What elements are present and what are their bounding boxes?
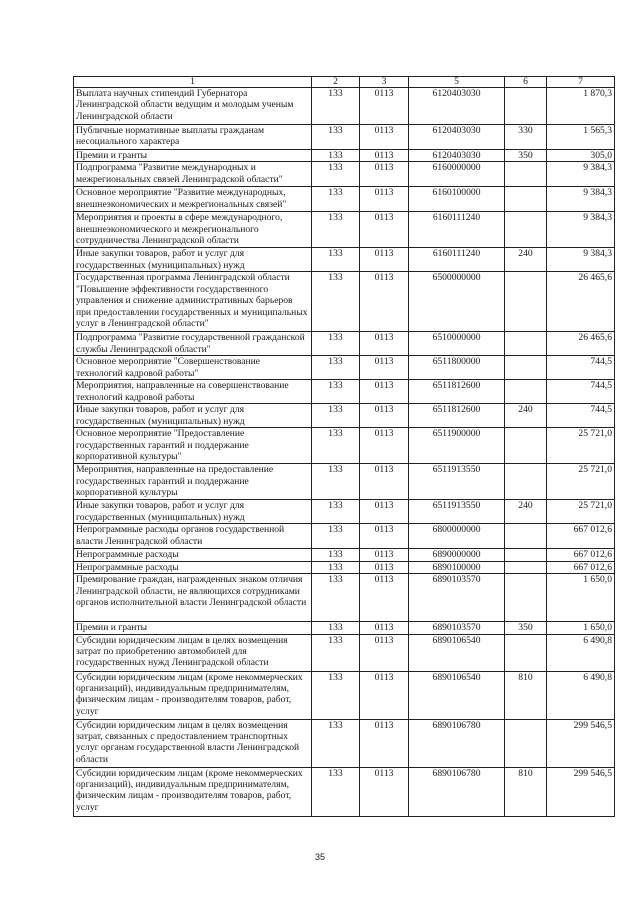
row-admin-code-cell: 133 <box>312 524 360 549</box>
row-name-cell: Иные закупки товаров, работ и услуг для государственных (муниципальных) нужд <box>74 248 312 272</box>
row-name-cell: Мероприятия, направленные на предоставление государственных гарантий и поддержание корпоративной культуры <box>74 464 312 500</box>
row-target-article-cell: 6511913550 <box>409 500 505 524</box>
row-admin-code-cell: 133 <box>312 125 360 150</box>
table-row <box>74 574 615 622</box>
row-expense-type-cell <box>505 574 547 622</box>
row-section-cell: 0113 <box>360 380 409 404</box>
row-section-cell: 0113 <box>360 88 409 125</box>
row-expense-type-cell: 810 <box>505 767 547 816</box>
row-name-cell: Подпрограмма "Развитие международных и межрегиональных связей Ленинградской области" <box>74 162 312 187</box>
row-name-cell: Публичные нормативные выплаты гражданам несоциального характера <box>74 125 312 150</box>
row-admin-code-cell: 133 <box>312 88 360 125</box>
row-expense-type-cell: 350 <box>505 622 547 634</box>
row-section-cell: 0113 <box>360 622 409 634</box>
row-name-cell: Субсидии юридическим лицам в целях возмещения затрат по приобретению автомобилей для государственных нужд Ленинградской области <box>74 634 312 671</box>
row-admin-code-cell: 133 <box>312 574 360 622</box>
row-target-article-cell: 6800000000 <box>409 524 505 549</box>
row-amount-cell: 667 012,6 <box>547 561 615 573</box>
row-name-cell: Субсидии юридическим лицам в целях возмещения затрат, связанных с предоставлением транспортных услуг органам государственной власти Ленинградской области <box>74 719 312 767</box>
row-expense-type-cell <box>505 88 547 125</box>
row-target-article-cell: 6890106780 <box>409 767 505 816</box>
row-section-cell: 0113 <box>360 524 409 549</box>
table-row <box>74 380 615 404</box>
row-section-cell: 0113 <box>360 212 409 248</box>
row-target-article-cell: 6890106780 <box>409 719 505 767</box>
row-section-cell: 0113 <box>360 719 409 767</box>
row-amount-cell: 305,0 <box>547 150 615 162</box>
row-expense-type-cell: 330 <box>505 125 547 150</box>
table-row <box>74 561 615 573</box>
row-target-article-cell: 6160111240 <box>409 248 505 272</box>
row-amount-cell: 25 721,0 <box>547 464 615 500</box>
row-name-cell: Премии и гранты <box>74 150 312 162</box>
row-amount-cell: 1 870,3 <box>547 88 615 125</box>
table-header-row <box>74 77 615 88</box>
row-name-cell: Основное мероприятие "Предоставление государственных гарантий и поддержание корпоративной культуры" <box>74 428 312 464</box>
row-target-article-cell: 6511900000 <box>409 428 505 464</box>
row-expense-type-cell <box>505 356 547 380</box>
row-expense-type-cell <box>505 561 547 573</box>
row-name-cell: Субсидии юридическим лицам (кроме некоммерческих организаций), индивидуальным предпринимателям, физическим лицам - производителям товаров, работ, услуг <box>74 767 312 816</box>
row-admin-code-cell: 133 <box>312 187 360 212</box>
row-target-article-cell: 6160100000 <box>409 187 505 212</box>
row-expense-type-cell <box>505 332 547 356</box>
row-amount-cell: 9 384,3 <box>547 187 615 212</box>
row-amount-cell: 1 650,0 <box>547 622 615 634</box>
row-admin-code-cell: 133 <box>312 549 360 561</box>
row-admin-code-cell: 133 <box>312 500 360 524</box>
row-amount-cell: 6 490,8 <box>547 671 615 719</box>
table-row <box>74 549 615 561</box>
row-amount-cell: 25 721,0 <box>547 428 615 464</box>
row-amount-cell: 667 012,6 <box>547 549 615 561</box>
row-expense-type-cell <box>505 464 547 500</box>
row-name-cell: Основное мероприятие "Развитие международных, внешнеэкономических и межрегиональных связей" <box>74 187 312 212</box>
row-expense-type-cell: 810 <box>505 671 547 719</box>
row-name-cell: Непрограммные расходы <box>74 561 312 573</box>
row-target-article-cell: 6890103570 <box>409 574 505 622</box>
row-section-cell: 0113 <box>360 561 409 573</box>
row-target-article-cell: 6890106540 <box>409 671 505 719</box>
row-section-cell: 0113 <box>360 574 409 622</box>
row-admin-code-cell: 133 <box>312 719 360 767</box>
row-admin-code-cell: 133 <box>312 561 360 573</box>
table-row <box>74 524 615 549</box>
row-section-cell: 0113 <box>360 125 409 150</box>
row-target-article-cell: 6510000000 <box>409 332 505 356</box>
row-section-cell: 0113 <box>360 356 409 380</box>
row-admin-code-cell: 133 <box>312 248 360 272</box>
table-body <box>74 88 615 817</box>
table-row <box>74 671 615 719</box>
row-target-article-cell: 6511812600 <box>409 380 505 404</box>
row-name-cell: Основное мероприятие "Совершенствование технологий кадровой работы" <box>74 356 312 380</box>
header-cell-6: 6 <box>505 77 547 88</box>
row-name-cell: Мероприятия, направленные на совершенствование технологий кадровой работы <box>74 380 312 404</box>
row-target-article-cell: 6120403030 <box>409 88 505 125</box>
row-target-article-cell: 6890000000 <box>409 549 505 561</box>
row-amount-cell: 744,5 <box>547 380 615 404</box>
row-amount-cell: 26 465,6 <box>547 272 615 332</box>
row-expense-type-cell <box>505 212 547 248</box>
budget-table <box>73 76 615 817</box>
row-name-cell: Государственная программа Ленинградской области "Повышение эффективности государственного управления и снижение административных барьеров при предоставлении государственных и муниципальных услуг в Ленинградской области" <box>74 272 312 332</box>
row-target-article-cell: 6160111240 <box>409 212 505 248</box>
row-section-cell: 0113 <box>360 428 409 464</box>
row-target-article-cell: 6120403030 <box>409 125 505 150</box>
row-target-article-cell: 6890100000 <box>409 561 505 573</box>
row-admin-code-cell: 133 <box>312 162 360 187</box>
row-name-cell: Мероприятия и проекты в сфере международного, внешнеэкономического и межрегионального сотрудничества Ленинградской области <box>74 212 312 248</box>
row-name-cell: Премии и гранты <box>74 622 312 634</box>
row-amount-cell: 1 650,0 <box>547 574 615 622</box>
row-name-cell: Выплата научных стипендий Губернатора Ленинградской области ведущим и молодым ученым Ленинградской области <box>74 88 312 125</box>
table-row <box>74 719 615 767</box>
row-expense-type-cell <box>505 634 547 671</box>
row-section-cell: 0113 <box>360 248 409 272</box>
table-row <box>74 428 615 464</box>
row-amount-cell: 744,5 <box>547 404 615 428</box>
row-amount-cell: 9 384,3 <box>547 162 615 187</box>
row-amount-cell: 299 546,5 <box>547 719 615 767</box>
row-section-cell: 0113 <box>360 150 409 162</box>
table-row <box>74 125 615 150</box>
row-section-cell: 0113 <box>360 549 409 561</box>
table-row <box>74 162 615 187</box>
row-admin-code-cell: 133 <box>312 404 360 428</box>
table-row <box>74 500 615 524</box>
row-admin-code-cell: 133 <box>312 212 360 248</box>
page-number: 35 <box>314 852 325 862</box>
table-row <box>74 332 615 356</box>
row-target-article-cell: 6511812600 <box>409 404 505 428</box>
row-expense-type-cell <box>505 524 547 549</box>
table-row <box>74 248 615 272</box>
row-expense-type-cell: 240 <box>505 248 547 272</box>
table-row <box>74 212 615 248</box>
row-section-cell: 0113 <box>360 187 409 212</box>
row-amount-cell: 744,5 <box>547 356 615 380</box>
row-expense-type-cell <box>505 162 547 187</box>
row-expense-type-cell: 240 <box>505 500 547 524</box>
row-name-cell: Иные закупки товаров, работ и услуг для государственных (муниципальных) нужд <box>74 404 312 428</box>
row-section-cell: 0113 <box>360 272 409 332</box>
table-row <box>74 150 615 162</box>
row-expense-type-cell: 240 <box>505 404 547 428</box>
row-name-cell: Субсидии юридическим лицам (кроме некоммерческих организаций), индивидуальным предпринимателям, физическим лицам - производителям товаров, работ, услуг <box>74 671 312 719</box>
row-admin-code-cell: 133 <box>312 671 360 719</box>
row-amount-cell: 9 384,3 <box>547 248 615 272</box>
table-row <box>74 187 615 212</box>
row-section-cell: 0113 <box>360 767 409 816</box>
row-amount-cell: 1 565,3 <box>547 125 615 150</box>
row-admin-code-cell: 133 <box>312 464 360 500</box>
row-target-article-cell: 6890103570 <box>409 622 505 634</box>
table-row <box>74 767 615 816</box>
header-cell-2: 2 <box>312 77 360 88</box>
row-section-cell: 0113 <box>360 671 409 719</box>
row-section-cell: 0113 <box>360 404 409 428</box>
row-expense-type-cell: 350 <box>505 150 547 162</box>
row-admin-code-cell: 133 <box>312 150 360 162</box>
table-row <box>74 404 615 428</box>
table-row <box>74 622 615 634</box>
header-cell-1: 1 <box>74 77 312 88</box>
table-row <box>74 356 615 380</box>
row-section-cell: 0113 <box>360 162 409 187</box>
row-target-article-cell: 6511913550 <box>409 464 505 500</box>
table-row <box>74 88 615 125</box>
row-name-cell: Непрограммные расходы органов государственной власти Ленинградской области <box>74 524 312 549</box>
row-admin-code-cell: 133 <box>312 380 360 404</box>
row-amount-cell: 9 384,3 <box>547 212 615 248</box>
row-admin-code-cell: 133 <box>312 767 360 816</box>
row-admin-code-cell: 133 <box>312 272 360 332</box>
row-expense-type-cell <box>505 272 547 332</box>
table-row <box>74 272 615 332</box>
header-cell-5: 5 <box>409 77 505 88</box>
table-row <box>74 634 615 671</box>
row-target-article-cell: 6160000000 <box>409 162 505 187</box>
row-admin-code-cell: 133 <box>312 622 360 634</box>
row-section-cell: 0113 <box>360 464 409 500</box>
header-cell-3: 3 <box>360 77 409 88</box>
row-expense-type-cell <box>505 187 547 212</box>
row-expense-type-cell <box>505 549 547 561</box>
row-amount-cell: 25 721,0 <box>547 500 615 524</box>
row-section-cell: 0113 <box>360 500 409 524</box>
row-target-article-cell: 6511800000 <box>409 356 505 380</box>
row-name-cell: Премирование граждан, награжденных знаком отличия Ленинградской области, не являющихся сотрудниками органов исполнительной власти Ленинградской области <box>74 574 312 622</box>
row-target-article-cell: 6890106540 <box>409 634 505 671</box>
row-amount-cell: 6 490,8 <box>547 634 615 671</box>
row-admin-code-cell: 133 <box>312 356 360 380</box>
row-expense-type-cell <box>505 719 547 767</box>
row-admin-code-cell: 133 <box>312 428 360 464</box>
row-name-cell: Подпрограмма "Развитие государственной гражданской службы Ленинградской области" <box>74 332 312 356</box>
row-expense-type-cell <box>505 428 547 464</box>
row-admin-code-cell: 133 <box>312 332 360 356</box>
header-cell-7: 7 <box>547 77 615 88</box>
row-admin-code-cell: 133 <box>312 634 360 671</box>
table-row <box>74 464 615 500</box>
row-amount-cell: 26 465,6 <box>547 332 615 356</box>
row-expense-type-cell <box>505 380 547 404</box>
row-name-cell: Непрограммные расходы <box>74 549 312 561</box>
row-target-article-cell: 6120403030 <box>409 150 505 162</box>
row-target-article-cell: 6500000000 <box>409 272 505 332</box>
row-name-cell: Иные закупки товаров, работ и услуг для государственных (муниципальных) нужд <box>74 500 312 524</box>
row-amount-cell: 667 012,6 <box>547 524 615 549</box>
row-section-cell: 0113 <box>360 634 409 671</box>
row-section-cell: 0113 <box>360 332 409 356</box>
row-amount-cell: 299 546,5 <box>547 767 615 816</box>
